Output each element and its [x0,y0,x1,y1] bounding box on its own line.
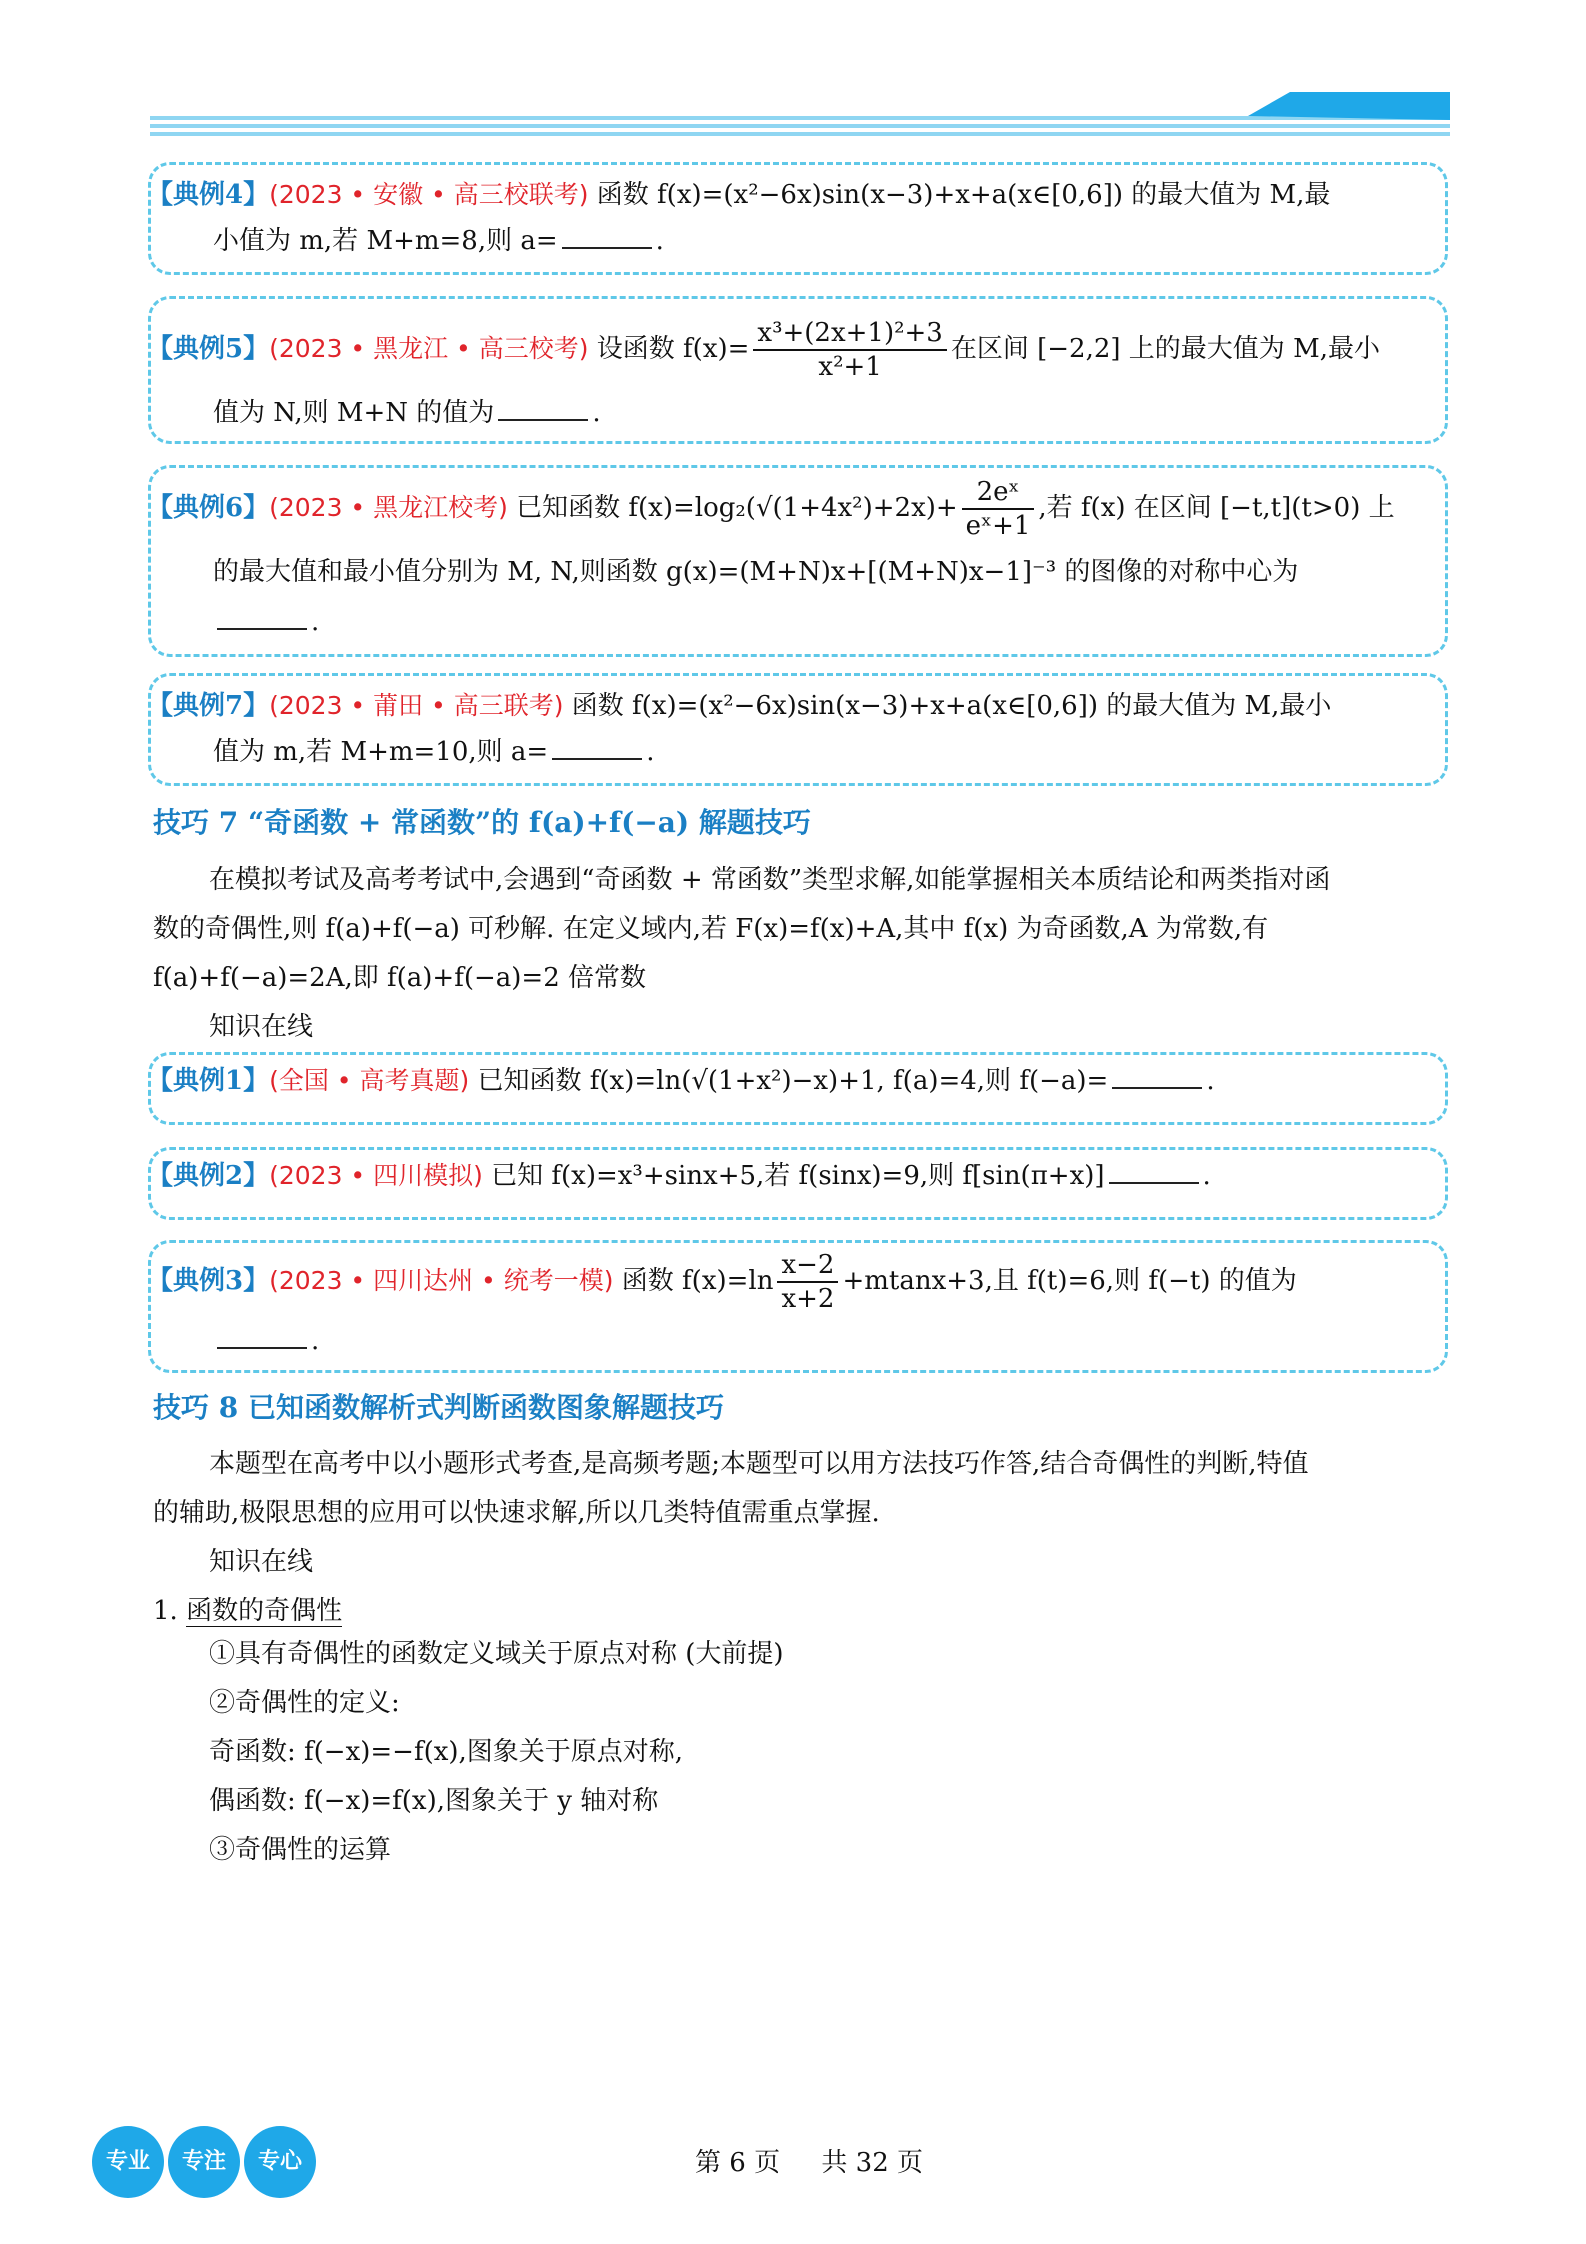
paragraph [153,856,1330,1052]
period: . [655,226,664,256]
denominator: eˣ+1 [965,511,1031,541]
example-4-box [148,162,1448,275]
example-text: 在区间 [−2,2] 上的最大值为 M,最小 [950,334,1380,364]
example-3-box [148,1240,1448,1373]
answer-blank[interactable] [562,225,652,249]
paragraph [153,1440,1309,1587]
footer-badge: 专注 [168,2126,240,2198]
period: . [1202,1161,1211,1191]
answer-blank[interactable] [217,1325,307,1349]
paragraph-line: 的辅助,极限思想的应用可以快速求解,所以几类特值需重点掌握. [153,1498,880,1528]
fraction [777,1249,838,1315]
section-heading: 技巧 7 “奇函数 + 常函数”的 f(a)+f(−a) 解题技巧 [153,806,811,839]
numerator: x³+(2x+1)²+3 [753,317,946,351]
example-5-box [148,296,1448,444]
paragraph-line: 在模拟考试及高考考试中,会遇到“奇函数 + 常函数”类型求解,如能掌握相关本质结论和两类指对函 [209,865,1331,895]
denominator: x²+1 [818,352,882,382]
example-1-box [148,1052,1448,1125]
footer-badge: 专业 [92,2126,164,2198]
period: . [1206,1066,1215,1096]
period: . [592,398,601,428]
answer-blank[interactable] [1109,1160,1199,1184]
list-title: 函数的奇偶性 [186,1596,343,1626]
list-item: ②奇偶性的定义: [209,1688,400,1718]
paragraph-line: 本题型在高考中以小题形式考查,是高频考题;本题型可以用方法技巧作答,结合奇偶性的判断,特值 [209,1449,1309,1479]
example-tag: 【典例6】 [147,493,270,523]
example-text: 已知函数 f(x)=log₂(√(1+4x²)+2x)+ [516,493,958,523]
example-text: 值为 m,若 M+m=10,则 a= [213,737,549,767]
answer-blank[interactable] [552,736,642,760]
fraction [753,317,946,383]
example-text: 函数 f(x)=(x²−6x)sin(x−3)+x+a(x∈[0,6]) 的最大值为 M,最 [596,180,1331,210]
list-number: 1. [153,1596,178,1626]
example-text: 已知函数 f(x)=ln(√(1+x²)−x)+1, f(a)=4,则 f(−a)= [477,1066,1109,1096]
example-source: (2023 • 安徽 • 高三校联考) [269,180,589,209]
example-source: (2023 • 四川模拟) [269,1161,483,1190]
example-text: 已知 f(x)=x³+sinx+5,若 f(sinx)=9,则 f[sin(π+x)] [491,1161,1105,1191]
knowledge-label: 知识在线 [209,1547,314,1577]
example-source: (2023 • 四川达州 • 统考一模) [269,1266,614,1295]
numerator: 2eˣ [962,476,1035,510]
sub-list [209,1630,784,1875]
example-source: (2023 • 黑龙江 • 高三校考) [269,334,589,363]
knowledge-label: 知识在线 [209,1012,314,1042]
period: . [311,1326,320,1356]
example-2-box [148,1147,1448,1220]
paragraph-line: f(a)+f(−a)=2A,即 f(a)+f(−a)=2 倍常数 [153,963,647,993]
example-text: 的最大值和最小值分别为 M, N,则函数 g(x)=(M+N)x+[(M+N)x−1]⁻³ 的图像的对称中心为 [213,557,1299,587]
answer-blank[interactable] [217,606,307,630]
section-heading: 技巧 8 已知函数解析式判断函数图象解题技巧 [153,1391,724,1424]
denominator: x+2 [781,1284,835,1314]
list-item: 偶函数: f(−x)=f(x),图象关于 y 轴对称 [209,1786,659,1816]
example-6-box [148,465,1448,657]
period: . [646,737,655,767]
footer-badge: 专心 [244,2126,316,2198]
example-text: 值为 N,则 M+N 的值为 [213,398,495,428]
example-source: (全国 • 高考真题) [269,1066,470,1095]
list-item: 奇函数: f(−x)=−f(x),图象关于原点对称, [209,1737,684,1767]
answer-blank[interactable] [1112,1065,1202,1089]
answer-blank[interactable] [498,397,588,421]
example-text: +mtanx+3,且 f(t)=6,则 f(−t) 的值为 [842,1266,1297,1296]
list-item: ③奇偶性的运算 [209,1835,392,1865]
header-decoration [150,92,1450,142]
example-text: 函数 f(x)=(x²−6x)sin(x−3)+x+a(x∈[0,6]) 的最大值为 M,最小 [571,691,1332,721]
example-text: ,若 f(x) 在区间 [−t,t](t>0) 上 [1038,493,1395,523]
example-7-box [148,673,1448,786]
example-source: (2023 • 莆田 • 高三联考) [269,691,564,720]
list-item-title [153,1590,342,1627]
example-text: 设函数 f(x)= [596,334,750,364]
fraction [962,476,1035,542]
example-tag: 【典例5】 [147,334,270,364]
example-tag: 【典例2】 [147,1161,270,1191]
paragraph-line: 数的奇偶性,则 f(a)+f(−a) 可秒解. 在定义域内,若 F(x)=f(x)+A,其中 f(x) 为奇函数,A 为常数,有 [153,914,1269,944]
example-tag: 【典例4】 [147,180,270,210]
example-text: 函数 f(x)=ln [621,1266,774,1296]
example-tag: 【典例7】 [147,691,270,721]
numerator: x−2 [777,1249,838,1283]
page-number: 第 6 页 共 32 页 [695,2148,924,2178]
example-tag: 【典例1】 [147,1066,270,1096]
period: . [311,607,320,637]
example-source: (2023 • 黑龙江校考) [269,493,508,522]
example-tag: 【典例3】 [147,1266,270,1296]
list-item: ①具有奇偶性的函数定义域关于原点对称 (大前提) [209,1639,784,1669]
example-text: 小值为 m,若 M+m=8,则 a= [213,226,558,256]
